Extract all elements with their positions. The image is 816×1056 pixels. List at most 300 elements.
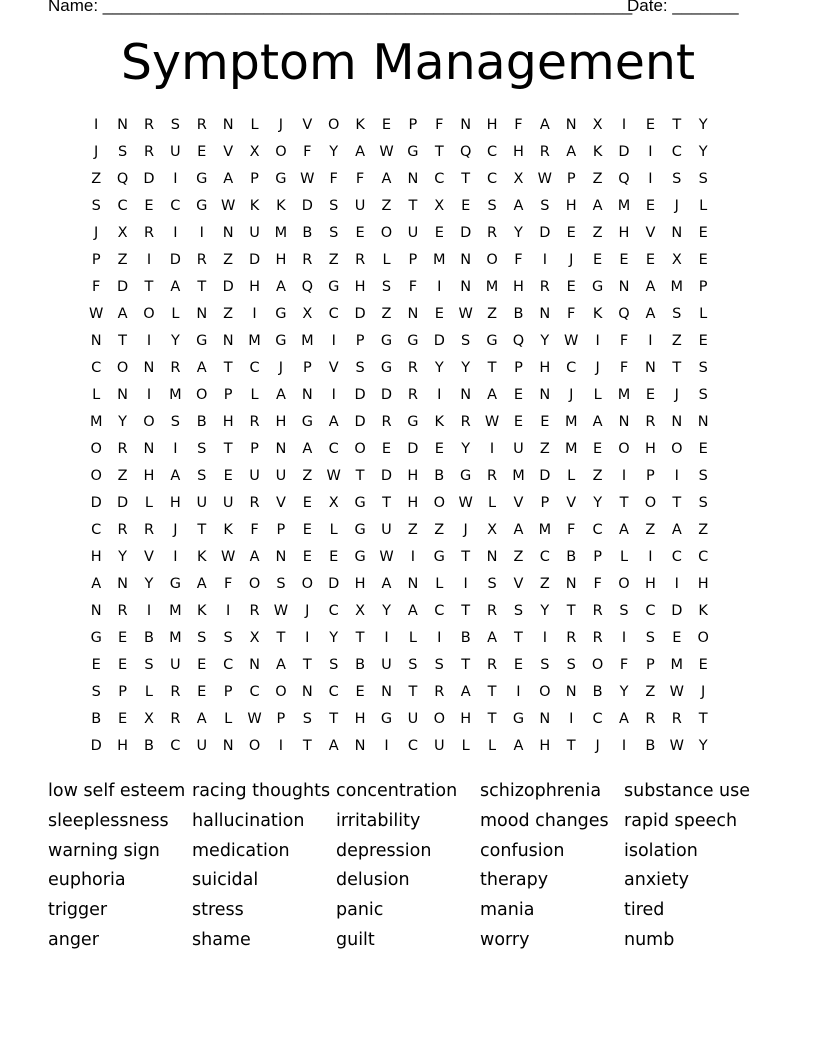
grid-letter: I [305,630,310,646]
grid-letter: H [644,576,656,592]
grid-letter: S [672,171,682,187]
grid-letter: T [144,279,154,295]
grid-letter: U [433,738,445,754]
grid-letter: U [275,468,287,484]
grid-letter: O [90,441,102,457]
grid-letter: R [566,630,577,646]
grid-letter: V [513,576,524,592]
grid-letter: F [593,576,602,592]
grid-letter: O [116,360,129,376]
grid-letter: P [540,495,550,511]
grid-letter: A [513,198,524,214]
grid-letter: S [672,306,682,322]
grid-letter: Z [381,198,392,214]
grid-letter: N [486,549,498,565]
grid-letter: M [512,468,525,484]
word-list-item: irritability [336,810,421,831]
grid-letter: W [379,144,394,160]
grid-row [83,708,743,735]
grid-letter: C [249,684,260,700]
page-title: Symptom Management [120,34,696,91]
grid-letter: W [458,495,473,511]
grid-letter: W [326,468,341,484]
grid-letter: B [460,630,471,646]
grid-letter: L [92,387,101,403]
word-list-item: mania [480,900,535,921]
grid-letter: M [169,630,182,646]
grid-letter: C [328,603,339,619]
date-field-label[interactable]: Date: _______ [627,0,739,15]
grid-row [83,114,743,141]
grid-letter: D [222,279,234,295]
grid-letter: G [486,333,498,349]
grid-letter: F [355,171,365,187]
grid-letter: P [276,522,286,538]
grid-row [83,357,743,384]
grid-letter: Y [118,549,128,565]
grid-letter: E [645,387,655,403]
grid-letter: A [460,684,471,700]
grid-letter: H [618,225,630,241]
grid-letter: N [222,333,234,349]
grid-letter: G [380,711,393,727]
grid-letter: T [197,279,207,295]
grid-letter: I [173,171,178,187]
word-list-item: racing thoughts [192,781,331,801]
grid-letter: Y [329,144,339,160]
grid-letter: X [302,306,313,322]
grid-letter: D [433,333,445,349]
grid-letter: P [302,360,312,376]
grid-letter: O [644,495,657,511]
grid-letter: E [698,333,708,349]
grid-letter: N [539,711,551,727]
grid-letter: E [566,225,576,241]
grid-letter: T [566,603,576,619]
grid-letter: L [619,549,629,565]
grid-letter: W [564,333,579,349]
word-list-item: stress [192,900,244,921]
name-field-label[interactable]: Name: ________________________________________________________ [48,0,633,15]
grid-letter: M [248,333,261,349]
grid-letter: S [698,468,708,484]
grid-letter: O [196,387,208,403]
grid-letter: N [618,279,630,295]
word-list-item: guilt [336,929,375,950]
grid-letter: A [328,414,339,430]
grid-letter: P [223,684,233,700]
grid-letter: I [674,576,679,592]
grid-letter: K [592,306,603,322]
grid-letter: N [407,171,419,187]
grid-letter: C [592,711,603,727]
grid-letter: O [143,414,155,430]
grid-letter: N [671,414,683,430]
grid-letter: R [170,711,181,727]
grid-letter: C [698,549,709,565]
grid-letter: Z [487,306,498,322]
grid-letter: J [595,360,600,376]
grid-letter: O [591,657,604,673]
grid-letter: P [408,252,418,268]
grid-letter: G [275,306,287,322]
letter-grid [83,114,743,762]
grid-letter: D [301,198,313,214]
word-list-item: delusion [336,870,410,891]
grid-letter: J [278,117,284,133]
grid-letter: R [143,117,155,133]
grid-letter: Q [116,171,129,187]
grid-letter: C [328,684,339,700]
grid-row [83,546,743,573]
grid-letter: E [197,684,207,700]
grid-letter: H [275,252,287,268]
grid-row [83,168,743,195]
grid-letter: Z [91,171,102,187]
grid-letter: E [302,495,312,511]
grid-letter: F [303,144,312,160]
grid-letter: Y [540,603,550,619]
grid-row [83,276,743,303]
grid-letter: T [487,711,497,727]
grid-letter: L [435,576,444,592]
grid-letter: A [302,441,313,457]
grid-letter: Z [592,225,603,241]
grid-letter: Z [407,522,418,538]
grid-letter: P [698,279,708,295]
grid-letter: R [117,522,128,538]
grid-letter: S [329,225,339,241]
grid-letter: L [408,630,417,646]
grid-letter: N [539,306,551,322]
grid-letter: W [458,306,473,322]
grid-letter: N [460,252,472,268]
word-list-item: schizophrenia [480,781,602,801]
grid-letter: K [698,603,708,619]
grid-letter: R [592,603,603,619]
grid-letter: I [437,630,442,646]
grid-letter: C [91,360,102,376]
grid-letter: E [118,657,128,673]
grid-letter: I [674,468,679,484]
grid-letter: G [407,414,419,430]
grid-letter: O [433,495,445,511]
grid-letter: S [117,144,128,160]
grid-letter: F [567,306,576,322]
grid-letter: A [619,522,629,538]
grid-letter: U [354,198,366,214]
grid-letter: U [196,495,208,511]
grid-letter: I [199,225,204,241]
grid-letter: T [382,495,391,511]
grid-letter: S [461,333,471,349]
grid-letter: Z [302,468,313,484]
grid-letter: G [433,549,445,565]
grid-letter: B [355,657,366,673]
grid-letter: H [169,495,181,511]
grid-letter: Q [618,171,630,187]
word-list-item: shame [192,929,251,950]
grid-letter: B [592,684,603,700]
grid-row [83,330,743,357]
grid-letter: E [672,630,682,646]
grid-letter: H [512,279,524,295]
grid-letter: H [407,495,419,511]
grid-letter: U [170,657,181,673]
grid-letter: T [461,549,471,565]
grid-letter: R [117,441,128,457]
grid-letter: U [249,468,260,484]
grid-letter: A [328,738,339,754]
grid-letter: L [171,306,180,322]
grid-letter: A [671,522,682,538]
grid-letter: T [197,522,207,538]
grid-letter: I [542,252,547,268]
grid-letter: C [328,441,339,457]
grid-letter: A [196,576,207,592]
grid-letter: S [276,576,286,592]
grid-letter: J [674,198,679,214]
grid-letter: A [355,144,366,160]
word-list-item: anger [48,929,99,950]
grid-letter: I [410,549,416,565]
grid-letter: P [250,171,259,187]
grid-letter: E [698,441,708,457]
grid-letter: E [513,387,524,403]
grid-letter: J [569,387,574,403]
grid-letter: T [302,657,312,673]
grid-letter: P [223,387,233,403]
grid-letter: P [514,360,523,376]
grid-letter: I [252,306,257,322]
grid-letter: Z [328,252,339,268]
grid-letter: E [197,657,207,673]
grid-letter: G [512,711,525,727]
grid-letter: R [170,360,181,376]
grid-letter: L [224,711,233,727]
grid-letter: A [645,279,656,295]
grid-letter: R [117,603,128,619]
grid-letter: T [672,117,682,133]
grid-letter: C [407,738,418,754]
word-list-item: warning sign [48,840,160,861]
grid-letter: F [435,117,444,133]
grid-letter: E [381,117,392,133]
grid-letter: F [514,117,523,133]
grid-letter: F [619,333,629,349]
grid-letter: P [91,252,101,268]
header [0,0,816,20]
grid-letter: X [117,225,128,241]
grid-letter: O [380,225,393,241]
grid-letter: S [513,603,524,619]
grid-letter: I [146,387,152,403]
grid-letter: A [381,576,392,592]
grid-letter: M [301,333,314,349]
grid-letter: P [250,441,259,457]
grid-letter: S [329,657,339,673]
grid-letter: N [381,684,392,700]
grid-row [83,735,743,762]
grid-letter: Z [592,171,603,187]
grid-letter: B [144,630,154,646]
grid-letter: N [407,576,419,592]
grid-letter: W [220,549,236,565]
word-list-item: euphoria [48,870,126,891]
grid-letter: H [143,468,155,484]
grid-letter: Y [698,117,708,133]
grid-letter: H [460,711,472,727]
grid-letter: J [94,225,99,241]
grid-letter: V [302,117,313,133]
grid-letter: N [90,333,102,349]
grid-letter: R [249,603,260,619]
grid-letter: E [540,414,550,430]
grid-letter: L [382,252,391,268]
grid-letter: H [354,576,366,592]
grid-letter: N [275,441,287,457]
grid-letter: S [540,198,550,214]
grid-letter: L [250,387,259,403]
grid-letter: Y [329,630,339,646]
grid-letter: E [645,252,655,268]
grid-letter: A [592,414,603,430]
grid-letter: R [170,684,181,700]
grid-letter: Y [382,603,391,619]
grid-letter: E [619,252,629,268]
grid-letter: E [223,468,233,484]
grid-row [83,411,743,438]
grid-row [83,384,743,411]
grid-letter: F [619,360,629,376]
grid-letter: S [91,684,101,700]
grid-letter: H [222,414,234,430]
grid-letter: E [434,441,444,457]
grid-letter: U [407,225,419,241]
grid-letter: Y [593,495,603,511]
grid-letter: D [117,279,129,295]
grid-letter: T [461,171,471,187]
grid-letter: G [591,279,604,295]
grid-letter: Q [301,279,314,295]
grid-letter: D [117,495,129,511]
grid-row [83,249,743,276]
grid-letter: S [329,198,339,214]
grid-letter: R [196,252,207,268]
grid-letter: H [354,711,366,727]
grid-letter: S [197,468,207,484]
grid-letter: D [143,171,155,187]
grid-letter: R [434,684,445,700]
grid-letter: D [380,468,393,484]
grid-letter: R [539,144,550,160]
grid-letter: G [380,360,393,376]
grid-letter: S [170,414,180,430]
grid-letter: G [354,522,366,538]
grid-letter: A [619,711,629,727]
grid-letter: E [566,279,576,295]
grid-letter: W [484,414,500,430]
grid-row [83,303,743,330]
grid-letter: L [488,738,497,754]
grid-letter: C [671,144,682,160]
grid-letter: T [566,738,576,754]
grid-letter: E [197,144,207,160]
grid-letter: S [223,630,233,646]
grid-letter: X [592,117,603,133]
grid-letter: D [328,576,340,592]
grid-letter: E [355,684,365,700]
grid-letter: Z [592,468,603,484]
grid-letter: C [434,171,445,187]
grid-letter: I [648,549,653,565]
grid-letter: C [486,171,498,187]
grid-letter: C [566,360,577,376]
grid-letter: A [91,576,102,592]
grid-letter: S [487,576,497,592]
grid-letter: I [542,630,547,646]
grid-letter: R [143,522,155,538]
grid-letter: H [249,279,260,295]
grid-letter: T [434,144,444,160]
grid-letter: I [569,711,574,727]
grid-letter: X [144,711,154,727]
grid-letter: N [222,117,234,133]
grid-letter: C [486,144,498,160]
grid-letter: R [487,603,498,619]
grid-letter: B [513,306,524,322]
word-list-item: tired [624,900,665,921]
grid-letter: C [170,738,181,754]
grid-letter: F [514,252,523,268]
grid-letter: L [329,522,338,538]
grid-letter: B [302,225,313,241]
grid-letter: G [301,414,313,430]
grid-letter: I [595,333,600,349]
grid-letter: R [487,468,498,484]
grid-row [83,627,743,654]
grid-letter: Z [539,576,550,592]
grid-letter: T [355,468,365,484]
word-list-item: substance use [624,781,751,801]
grid-letter: J [569,252,574,268]
grid-row [83,654,743,681]
grid-letter: R [143,225,155,241]
grid-letter: W [220,198,236,214]
grid-letter: N [117,117,129,133]
grid-letter: R [355,252,366,268]
grid-letter: P [646,657,655,673]
grid-letter: F [329,171,338,187]
grid-letter: J [674,387,679,403]
grid-letter: P [566,171,576,187]
grid-letter: Q [618,306,630,322]
grid-letter: K [197,549,207,565]
grid-letter: D [618,144,630,160]
grid-letter: T [672,360,682,376]
grid-letter: A [170,468,181,484]
grid-row [83,141,743,168]
grid-letter: T [355,630,365,646]
grid-letter: N [275,549,287,565]
grid-letter: Y [118,414,128,430]
grid-letter: W [537,171,552,187]
grid-letter: J [463,522,468,538]
grid-letter: C [592,522,603,538]
grid-letter: P [408,117,418,133]
grid-letter: E [434,306,444,322]
grid-letter: L [567,468,576,484]
